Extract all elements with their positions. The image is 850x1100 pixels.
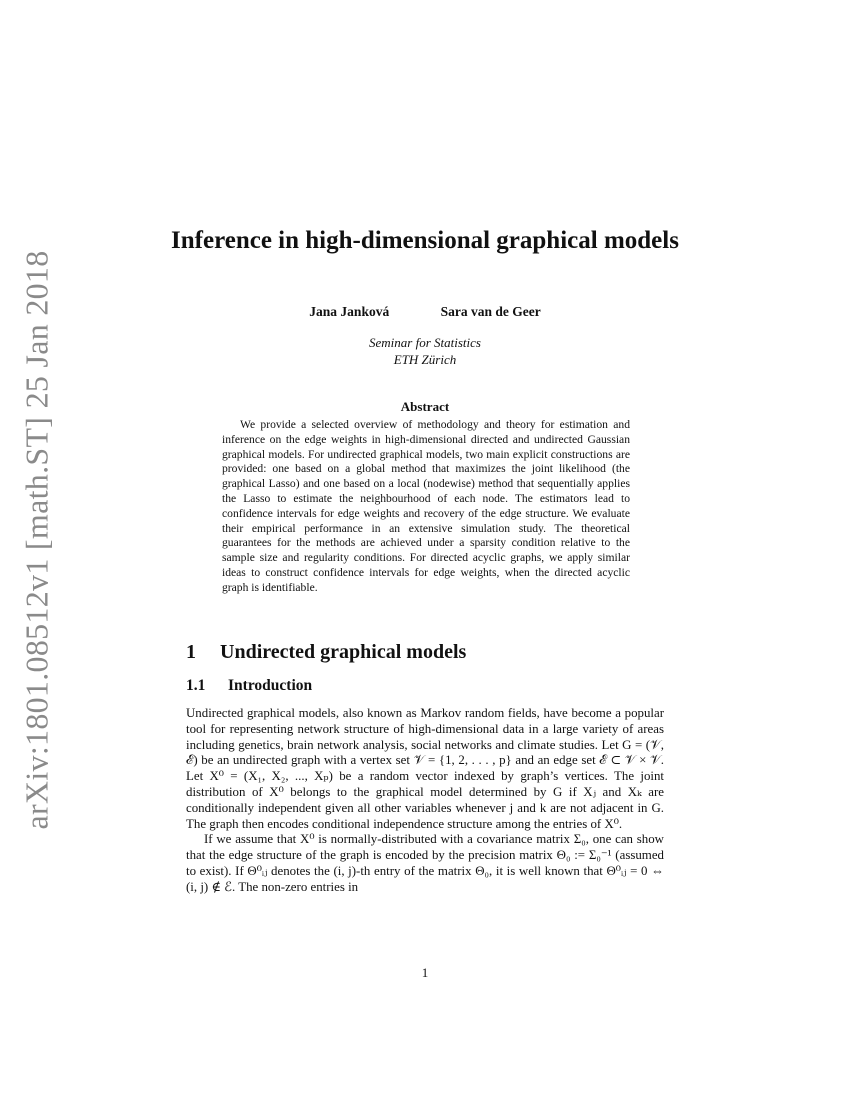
abstract-text: We provide a selected overview of methodology and theory for estimation and inference on the edge weights in high-dimensional directed and undirected Gaussian graphical models. For undirected graphical models, two main explicit constructions are provided: one based on a global method that maximizes the joint likelihood (the graphical Lasso) and one based on a local (nodewise) method that sequentially applies the Lasso to estimate the neighbourhood of each node. The estimators lead to confidence intervals for edge weights and recovery of the edge structure. We evaluate their empirical performance in an extensive simulation study. The theoretical guarantees for the methods are achieved under a sparsity condition relative to the sample size and regularity conditions. For directed acyclic graphs, we apply similar ideas to construct confidence intervals for edge weights, when the directed acyclic graph is identifiable. [222,418,630,594]
subsection-number: 1.1 [186,677,206,694]
body-paragraph: If we assume that X⁰ is normally-distributed with a covariance matrix Σ₀, one can show that the edge structure of the graph is encoded by the precision matrix Θ₀ := Σ₀⁻¹ (assumed to exist). If Θ⁰ᵢⱼ denotes the (i, j)-th entry of the matrix Θ₀, it is well known that Θ⁰ᵢⱼ = 0 ⇔ (i, j) ∉ ℰ. The non-zero entries in [186,832,664,894]
section-heading [186,641,466,664]
section-number: 1 [186,641,196,663]
affiliation-line: Seminar for Statistics [369,335,481,350]
arxiv-identifier-text: arXiv:1801.08512v1 [math.ST] 25 Jan 2018 [18,250,55,830]
body-paragraph: Undirected graphical models, also known as Markov random fields, have become a popular tool for representing network structure of high-dimensional data in a large variety of areas including genetics, brain network analysis, social networks and climate studies. Let G = (𝒱, ℰ) be an undirected graph with a vertex set 𝒱 = {1, 2, . . . , p} and an edge set ℰ ⊂ 𝒱 × 𝒱. Let X⁰ = (X₁, X₂, ..., Xₚ) be a random vector indexed by graph’s vertices. The joint distribution of X⁰ belongs to the graphical model determined by G if Xⱼ and Xₖ are conditionally independent given all other variables whenever j and k are not adjacent in G. The graph then encodes conditional independence structure among the entries of X⁰. [186,706,664,831]
subsection-heading [186,677,312,695]
body-text [186,706,664,896]
section-title: Undirected graphical models [220,641,467,663]
affiliation-line: ETH Zürich [393,352,457,367]
author-list [150,304,700,320]
arxiv-identifier-stamp [8,250,66,830]
paper-title: Inference in high-dimensional graphical models [171,227,679,254]
page-number: 1 [421,965,429,980]
author-name: Sara van de Geer [440,304,541,319]
affiliation [150,334,700,368]
abstract-heading: Abstract [400,399,450,414]
author-name: Jana Janková [309,304,390,319]
subsection-title: Introduction [228,677,313,694]
